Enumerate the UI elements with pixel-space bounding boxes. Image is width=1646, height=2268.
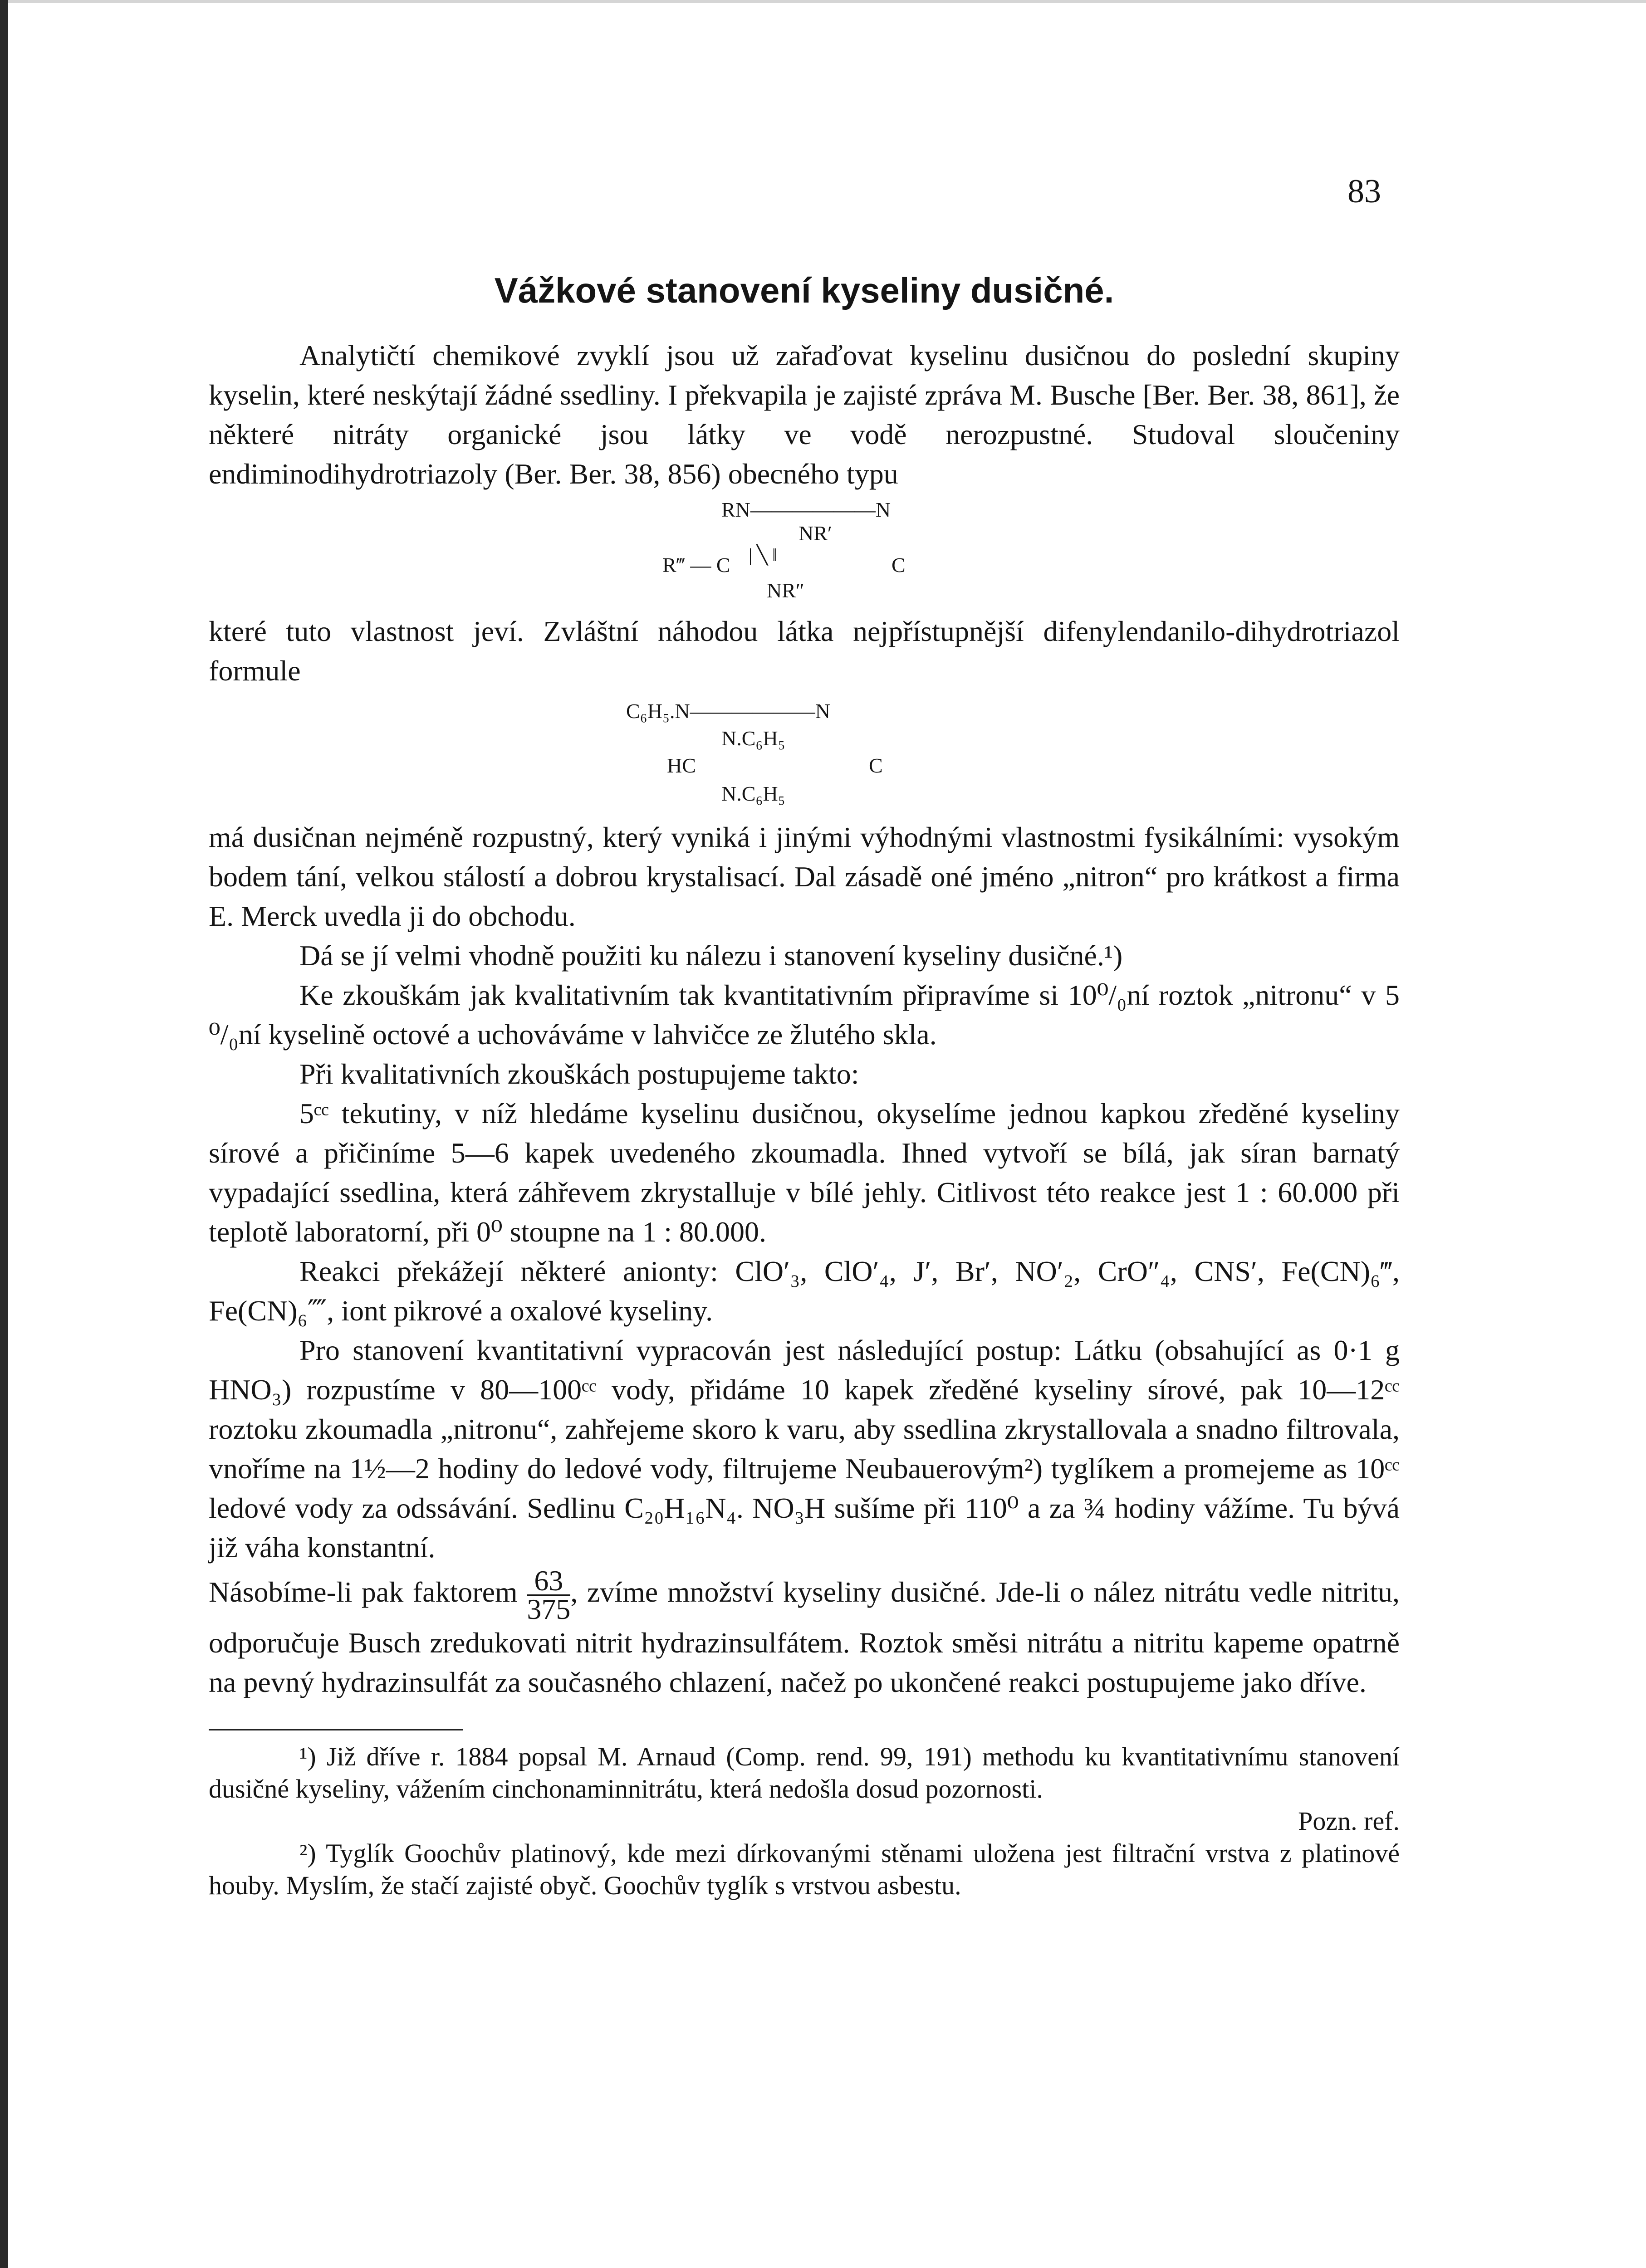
formula1-right: C xyxy=(892,553,906,577)
footnote-rule xyxy=(209,1729,463,1730)
formula2-bottom: N.C₆H₅ xyxy=(721,782,785,805)
formula1-bottom: NR″ xyxy=(767,579,805,602)
paragraph-9: Pro stanovení kvantitativní vypracován jest následující postup: Látku (obsahující as 0·1 g HNO₃) rozpustíme v 80—100ᶜᶜ vody, přidáme 10 kapek zředěné kyseliny sírové, pak 10—12ᶜᶜ roztoku zkoumadla „nitronu“, zahřejeme skoro k varu, aby ssedlina zkrystallovala a snadno filtrovala, vnoříme na 1½—2 hodiny do ledové vody, filtrujeme Neubauerovým²) tyglíkem a promejeme as 10ᶜᶜ ledové vody za odssávání. Sedlinu C₂₀H₁₆N₄. NO₃H sušíme při 110⁰ a za ¾ hodiny vážíme. Tu bývá již váha konstantní. xyxy=(209,1334,1400,1564)
paragraph-3: má dusičnan nejméně rozpustný, který vyniká i jinými výhodnými vlastnostmi fysikálními: vysokým bodem tání, velkou stálostí a dobrou krystalisací. Dal zásadě oné jméno „nitron“ pro krátkost a firma E. Merck uvedla ji do obchodu. xyxy=(209,821,1400,932)
formula1-left: R‴ — C xyxy=(662,553,730,577)
formula1-top: RN——————N xyxy=(721,498,891,521)
paragraph-2: které tuto vlastnost jeví. Zvláštní náhodou látka nejpřístupnější difenylendanilo-dihydrotriazol formule xyxy=(209,615,1400,687)
formula1-bonds: | ╲ ‖ xyxy=(749,545,778,565)
formula2-mid: N.C₆H₅ xyxy=(721,727,785,750)
footnote-2: ²) Tyglík Goochův platinový, kde mezi dírkovanými stěnami uložena jest filtrační vrstva z platinové houby. Myslím, že stačí zajisté obyč. Goochův tyglík s vrstvou asbestu. xyxy=(209,1838,1400,1900)
formula1-nr: NR′ xyxy=(799,522,832,545)
paragraph-10-end: , zvíme množství kyseliny dusičné. Jde-li o nález nitrátu vedle nitritu, odporučuje Busch zredukovati nitrit hydrazinsulfátem. Roztok směsi nitrátu a nitritu kapeme opatrně na pevný hydrazinsulfát za současného chlazení, načež po ukončené reakci postupujeme jako dříve. xyxy=(209,1576,1400,1698)
formula2-top: C₆H₅.N——————N xyxy=(626,699,830,723)
article-body xyxy=(209,336,1400,1901)
footnote-1: ¹) Již dříve r. 1884 popsal M. Arnaud (Comp. rend. 99, 191) methodu ku kvantitativnímu stanovení dusičné kyseliny, vážením cinchonaminnitrátu, která nedošla dosud pozornosti. xyxy=(209,1742,1400,1804)
book-spine-edge xyxy=(0,0,8,2268)
paragraph-10 xyxy=(209,1564,1400,1702)
page-top-edge xyxy=(8,0,1646,3)
paragraph-4: Dá se jí velmi vhodně použiti ku nálezu i stanovení kyseliny dusičné.¹) xyxy=(299,939,1123,972)
paragraph-8: Reakci překážejí některé anionty: ClO′₃, ClO′₄, J′, Br′, NO′₂, CrO″₄, CNS′, Fe(CN)₆‴, Fe(CN)₆⁗, iont pikrové a oxalové kyseliny. xyxy=(209,1255,1400,1327)
footnote-1-ref: Pozn. ref. xyxy=(1298,1806,1400,1836)
fraction-denominator: 375 xyxy=(527,1593,571,1625)
page-number: 83 xyxy=(1347,173,1381,210)
footnotes xyxy=(209,1740,1400,1901)
formula-nitron xyxy=(209,690,1400,817)
paragraph-5: Ke zkouškám jak kvalitativním tak kvantitativním připravíme si 10⁰/₀ní roztok „nitronu“ v 5 ⁰/₀ní kyselině octové a uchováváme v lahvičce ze žlutého skla. xyxy=(209,979,1400,1051)
formula2-right: C xyxy=(869,754,883,777)
formula-triazole-general xyxy=(209,494,1400,611)
paragraph-10-start: Násobíme-li pak faktorem xyxy=(209,1576,518,1608)
paragraph-6: Při kvalitativních zkouškách postupujeme takto: xyxy=(299,1058,859,1090)
paragraph-1: Analytičtí chemikové zvyklí jsou už zařaďovat kyselinu dusičnou do poslední skupiny kyselin, které neskýtají žádné ssedliny. I překvapila je zajisté zpráva M. Busche [Ber. Ber. 38, 861], že některé nitráty organické jsou látky ve vodě nerozpustné. Studoval sloučeniny endiminodihydrotriazoly (Ber. Ber. 38, 856) obecného typu xyxy=(209,339,1400,490)
article-title: Vážkové stanovení kyseliny dusičné. xyxy=(494,270,1114,310)
formula2-left: HC xyxy=(667,754,696,777)
factor-fraction xyxy=(527,1564,571,1625)
paragraph-7: 5ᶜᶜ tekutiny, v níž hledáme kyselinu dusičnou, okyselíme jednou kapkou zředěné kyseliny sírové a přičiníme 5—6 kapek uvedeného zkoumadla. Ihned vytvoří se bílá, jak síran barnatý vypadající ssedlina, která záhřevem zkrystalluje v bílé jehly. Citlivost této reakce jest 1 : 60.000 při teplotě laboratorní, při 0⁰ stoupne na 1 : 80.000. xyxy=(209,1097,1400,1248)
fraction-numerator: 63 xyxy=(527,1567,570,1596)
